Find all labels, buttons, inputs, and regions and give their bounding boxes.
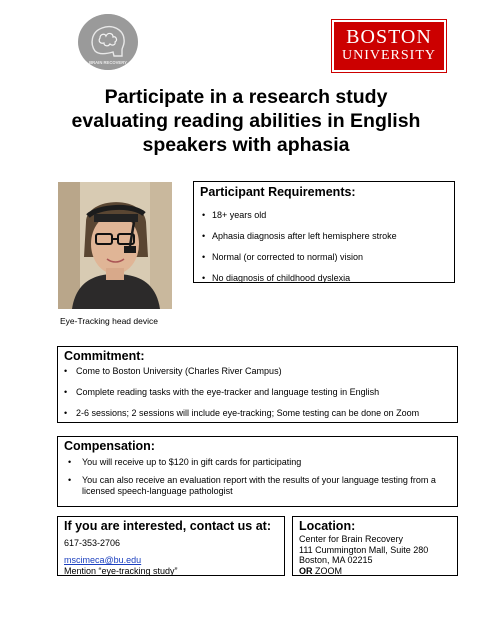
list-item: • 18+ years old: [200, 210, 454, 221]
contact-email-link[interactable]: mscimeca@bu.edu: [64, 555, 142, 565]
list-item: • Aphasia diagnosis after left hemisphere stroke: [200, 231, 454, 242]
requirements-list: [200, 210, 454, 284]
participant-requirements-box: [193, 181, 455, 283]
location-line-2: 111 Cummington Mall, Suite 280: [299, 544, 429, 555]
eye-tracking-photo: [58, 182, 172, 309]
commitment-list: [64, 366, 457, 419]
list-item: • You will receive up to $120 in gift cards for participating: [64, 457, 457, 468]
location-or-label: OR: [299, 565, 313, 576]
contact-phone: 617-353-2706: [64, 538, 121, 548]
list-item: • Come to Boston University (Charles River Campus): [64, 366, 457, 377]
compensation-list: [64, 457, 457, 497]
compensation-heading: Compensation:: [64, 439, 155, 453]
commitment-box: [57, 346, 458, 423]
contact-mention: Mention “eye-tracking study”: [64, 566, 178, 576]
location-line-3: Boston, MA 02215: [299, 555, 373, 565]
contact-box: [57, 516, 285, 576]
list-item: • 2-6 sessions; 2 sessions will include eye-tracking; Some testing can be done on Zoom: [64, 408, 457, 419]
bu-logo-line1: BOSTON: [346, 26, 432, 48]
requirements-heading: Participant Requirements:: [200, 185, 356, 199]
list-item: • Normal (or corrected to normal) vision: [200, 252, 454, 263]
location-box: [292, 516, 458, 576]
page-title: [40, 85, 452, 157]
contact-heading: If you are interested, contact us at:: [64, 519, 271, 533]
title-line-3: speakers with aphasia: [142, 134, 350, 156]
brain-logo-icon: [78, 14, 138, 70]
brain-recovery-text: BRAIN RECOVERY: [89, 60, 127, 65]
person-with-eye-tracker-image: [58, 182, 172, 309]
boston-university-logo: [332, 20, 446, 72]
title-line-1: Participate in a research study: [104, 86, 388, 108]
compensation-box: [57, 436, 458, 507]
brain-recovery-logo: [78, 14, 138, 70]
bu-logo-line2: UNIVERSITY: [342, 48, 436, 63]
title-line-2: evaluating reading abilities in English: [71, 110, 421, 132]
photo-caption: Eye-Tracking head device: [60, 316, 158, 326]
location-heading: Location:: [299, 519, 356, 533]
commitment-heading: Commitment:: [64, 349, 145, 363]
location-zoom-line: [299, 566, 457, 577]
location-zoom: ZOOM: [312, 565, 342, 576]
list-item: • Complete reading tasks with the eye-tracker and language testing in English: [64, 387, 457, 398]
location-line-1: Center for Brain Recovery: [299, 534, 404, 544]
list-item: • No diagnosis of childhood dyslexia: [200, 273, 454, 284]
list-item: • You can also receive an evaluation report with the results of your language testing from a licensed speech-language pathologist: [64, 475, 457, 497]
